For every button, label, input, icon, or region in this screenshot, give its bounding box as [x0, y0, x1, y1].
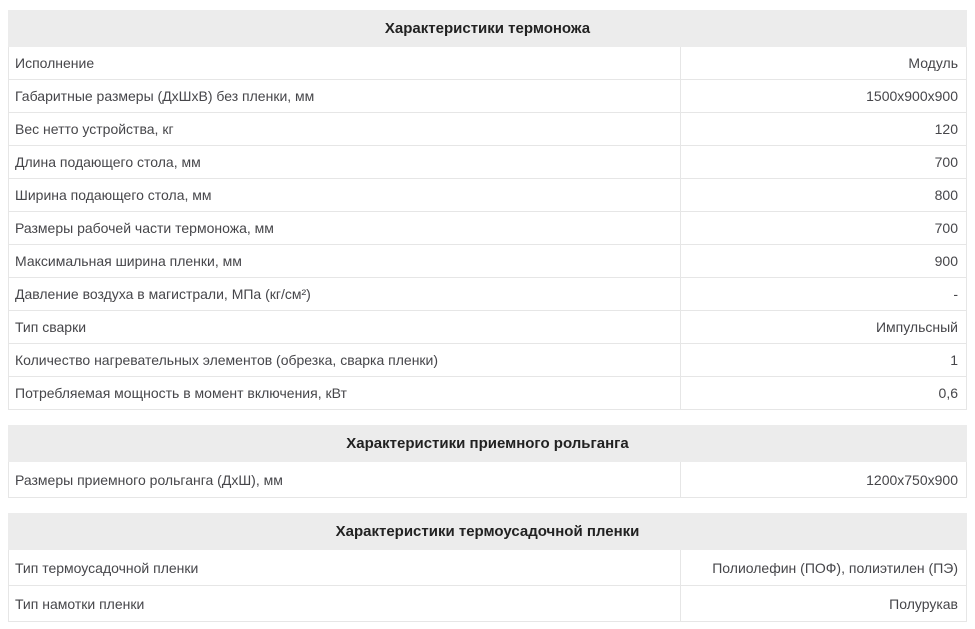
row-value: 1500x900x900 — [866, 88, 958, 104]
row-value: 1200x750x900 — [866, 471, 958, 488]
row-label: Количество нагревательных элементов (обрезка, сварка пленки) — [9, 344, 681, 376]
row-value: 700 — [934, 154, 958, 170]
row-value: 900 — [934, 253, 958, 269]
row-label: Размеры рабочей части термоножа, мм — [9, 212, 681, 244]
row-value: 700 — [934, 220, 958, 236]
table-row — [9, 212, 966, 245]
row-label: Размеры приемного рольганга (ДхШ), мм — [9, 462, 681, 497]
table-row — [9, 47, 966, 80]
row-label: Тип намотки пленки — [9, 586, 681, 621]
table-rows — [8, 47, 967, 410]
table-title: Характеристики термоусадочной пленки — [8, 513, 967, 550]
table-row — [9, 146, 966, 179]
row-value: 800 — [934, 187, 958, 203]
row-value: 0,6 — [938, 385, 958, 401]
table-row — [9, 586, 966, 622]
row-value: Модуль — [908, 55, 958, 71]
table-row — [9, 113, 966, 146]
table-title: Характеристики термоножа — [8, 10, 967, 47]
row-label: Исполнение — [9, 47, 681, 79]
row-label: Давление воздуха в магистрали, МПа (кг/см²) — [9, 278, 681, 310]
row-value: Полурукав — [889, 595, 958, 612]
table-row — [9, 179, 966, 212]
table-row — [9, 462, 966, 498]
table-row — [9, 278, 966, 311]
table-rows — [8, 550, 967, 622]
row-label: Габаритные размеры (ДхШхВ) без пленки, мм — [9, 80, 681, 112]
table-row — [9, 344, 966, 377]
row-label: Вес нетто устройства, кг — [9, 113, 681, 145]
row-label: Потребляемая мощность в момент включения, кВт — [9, 377, 681, 409]
row-label: Длина подающего стола, мм — [9, 146, 681, 178]
table-title: Характеристики приемного рольганга — [8, 425, 967, 462]
row-label: Ширина подающего стола, мм — [9, 179, 681, 211]
row-value: - — [953, 286, 958, 302]
table-thermal-knife — [8, 10, 967, 410]
table-row — [9, 377, 966, 410]
row-label: Тип сварки — [9, 311, 681, 343]
table-row — [9, 80, 966, 113]
table-row — [9, 550, 966, 586]
row-label: Максимальная ширина пленки, мм — [9, 245, 681, 277]
table-shrink-film — [8, 513, 967, 622]
row-value: Полиолефин (ПОФ), полиэтилен (ПЭ) — [712, 559, 958, 576]
row-value: Импульсный — [875, 319, 958, 335]
table-row — [9, 311, 966, 344]
table-receiving-roller — [8, 425, 967, 498]
row-label: Тип термоусадочной пленки — [9, 550, 681, 585]
table-rows — [8, 462, 967, 498]
table-row — [9, 245, 966, 278]
row-value: 120 — [934, 121, 958, 137]
row-value: 1 — [950, 352, 958, 368]
